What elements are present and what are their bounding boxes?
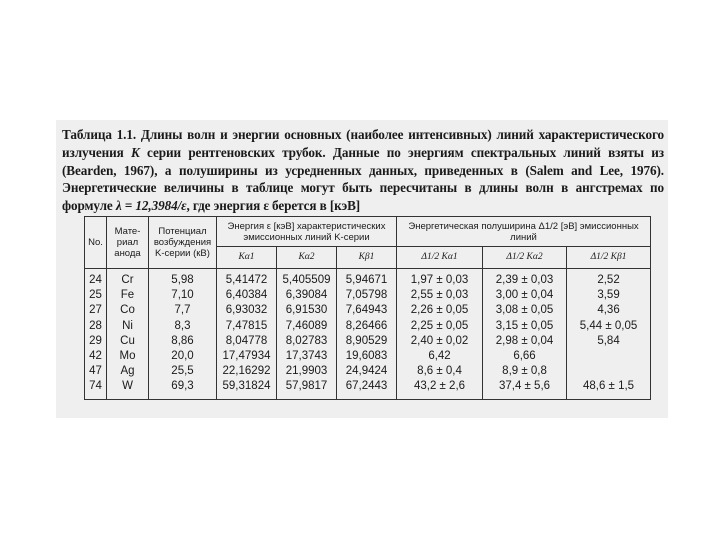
table-cell: 8,9 ± 0,8 bbox=[502, 365, 547, 378]
header-width-kb1: Δ1/2 Kβ1 bbox=[567, 247, 651, 269]
table-cell: 2,39 ± 0,03 bbox=[495, 274, 554, 286]
column-potential bbox=[149, 269, 217, 400]
table-cell: 5,41472 bbox=[225, 274, 268, 286]
table-cell: 7,10 bbox=[171, 289, 194, 302]
table-cell: 6,93032 bbox=[225, 304, 268, 317]
table-cell: 4,36 bbox=[597, 304, 620, 317]
table-cell: 47 bbox=[89, 365, 102, 378]
column-width-ka2 bbox=[483, 269, 567, 400]
table-cell: 6,39084 bbox=[285, 289, 328, 302]
table-cell: 25 bbox=[89, 289, 102, 302]
table-cell: Ag bbox=[120, 365, 135, 378]
column-no bbox=[85, 269, 107, 400]
column-ka1 bbox=[217, 269, 277, 400]
emission-lines-table bbox=[84, 216, 651, 400]
column-material bbox=[107, 269, 149, 400]
table-cell: 5,44 ± 0,05 bbox=[579, 319, 638, 332]
table-cell: 8,02783 bbox=[285, 334, 328, 347]
table-cell: 28 bbox=[89, 319, 102, 332]
caption-formula: λ = 12,3984/ε bbox=[115, 198, 187, 214]
table-cell: 5,94671 bbox=[345, 274, 388, 286]
table-cell: 2,52 bbox=[597, 274, 620, 286]
column-ka2 bbox=[277, 269, 337, 400]
table-cell: 20,0 bbox=[171, 349, 194, 362]
table-cell: 22,16292 bbox=[222, 365, 271, 378]
table-cell: 6,66 bbox=[513, 349, 536, 362]
table-cell: 5,405509 bbox=[282, 274, 331, 286]
table-cell: 25,5 bbox=[171, 365, 194, 378]
table-cell: 7,7 bbox=[174, 304, 191, 317]
header-material: Мате-риал анода bbox=[107, 217, 149, 269]
table-cell: 19,6083 bbox=[345, 349, 388, 362]
header-ka2: Kα2 bbox=[277, 247, 337, 269]
header-width-ka1: Δ1/2 Kα1 bbox=[397, 247, 483, 269]
column-width-kb1 bbox=[567, 269, 651, 400]
table-cell: 2,55 ± 0,03 bbox=[410, 289, 469, 302]
table-cell: Cu bbox=[120, 334, 135, 347]
table-cell: 2,26 ± 0,05 bbox=[410, 304, 469, 317]
table-cell: 5,98 bbox=[171, 274, 194, 286]
table-cell: 29 bbox=[89, 334, 102, 347]
table-cell: 8,3 bbox=[174, 319, 191, 332]
table-cell: 6,40384 bbox=[225, 289, 268, 302]
header-ka1: Kα1 bbox=[217, 247, 277, 269]
table-cell: 2,98 ± 0,04 bbox=[495, 334, 554, 347]
table-cell: 43,2 ± 2,6 bbox=[413, 380, 466, 393]
table-cell: 74 bbox=[89, 380, 102, 393]
caption-k-symbol: K bbox=[130, 144, 140, 160]
header-width-group: Энергетическая полуширина Δ1/2 [эВ] эмиссионных линий bbox=[397, 217, 651, 247]
table-cell: 3,15 ± 0,05 bbox=[495, 319, 554, 332]
header-kb1: Kβ1 bbox=[337, 247, 397, 269]
table-cell: 67,2443 bbox=[345, 380, 388, 393]
table-cell: 27 bbox=[89, 304, 102, 317]
caption-text-c: , где энергия ε берется в [кэВ] bbox=[186, 198, 361, 214]
table-cell: 6,42 bbox=[428, 349, 451, 362]
table-cell: 5,84 bbox=[597, 334, 620, 347]
table-cell bbox=[567, 349, 650, 364]
table-cell: 8,26466 bbox=[345, 319, 388, 332]
table-cell: 17,47934 bbox=[222, 349, 271, 362]
table-cell: 8,86 bbox=[171, 334, 194, 347]
table-cell: 48,6 ± 1,5 bbox=[582, 380, 635, 393]
table-cell: 7,47815 bbox=[225, 319, 268, 332]
table-cell: 7,05798 bbox=[345, 289, 388, 302]
header-width-ka2: Δ1/2 Kα2 bbox=[483, 247, 567, 269]
table-cell: 17,3743 bbox=[285, 349, 328, 362]
caption-text-a: Длины волн и энергии основных (наиболее интенсивных) линий характеристического излучения bbox=[62, 127, 664, 160]
table-cell: 3,08 ± 0,05 bbox=[495, 304, 554, 317]
table-cell: 2,40 ± 0,02 bbox=[410, 334, 469, 347]
table-cell: 1,97 ± 0,03 bbox=[410, 274, 469, 286]
header-no: No. bbox=[85, 217, 107, 269]
caption-label: Таблица 1.1. bbox=[62, 127, 137, 142]
table-cell: Fe bbox=[120, 289, 135, 302]
table-cell: 8,90529 bbox=[345, 334, 388, 347]
table-cell: 42 bbox=[89, 349, 102, 362]
table-cell: W bbox=[122, 380, 133, 393]
table-cell: 3,00 ± 0,04 bbox=[495, 289, 554, 302]
table-cell: Cr bbox=[121, 274, 134, 286]
header-potential: Потенциал возбуждения K-серии (кВ) bbox=[149, 217, 217, 269]
table-cell: Co bbox=[120, 304, 135, 317]
table-caption bbox=[62, 126, 664, 215]
table-cell: 24 bbox=[89, 274, 102, 286]
table-cell: Ni bbox=[122, 319, 133, 332]
table-cell: 8,6 ± 0,4 bbox=[417, 365, 462, 378]
table-cell: Mo bbox=[119, 349, 136, 362]
table-cell: 7,46089 bbox=[285, 319, 328, 332]
table-cell: 69,3 bbox=[171, 380, 194, 393]
column-width-ka1 bbox=[397, 269, 483, 400]
table-cell: 8,04778 bbox=[225, 334, 268, 347]
table-cell: 3,59 bbox=[597, 289, 620, 302]
header-energy-group: Энергия ε [кэВ] характеристических эмиссионных линий K-серии bbox=[217, 217, 397, 247]
table-cell: 57,9817 bbox=[285, 380, 328, 393]
table-cell: 24,9424 bbox=[345, 365, 388, 378]
table-cell: 7,64943 bbox=[345, 304, 388, 317]
table-cell: 59,31824 bbox=[222, 380, 271, 393]
table-cell bbox=[567, 364, 650, 379]
table-cell: 21,9903 bbox=[285, 365, 328, 378]
column-kb1 bbox=[337, 269, 397, 400]
table-cell: 6,91530 bbox=[285, 304, 328, 317]
caption-text-b: серии рентгеновских трубок. Данные по энергиям спектральных линий взяты из (Bearden, 1967), а полуширины из усредненных данных, приведенных в (Salem and Lee, 1976). Энергетические величины в таблице могут быть пересчитаны в длины волн в ангстремах по формуле bbox=[62, 144, 664, 214]
table-cell: 37,4 ± 5,6 bbox=[498, 380, 551, 393]
table-cell: 2,25 ± 0,05 bbox=[410, 319, 469, 332]
